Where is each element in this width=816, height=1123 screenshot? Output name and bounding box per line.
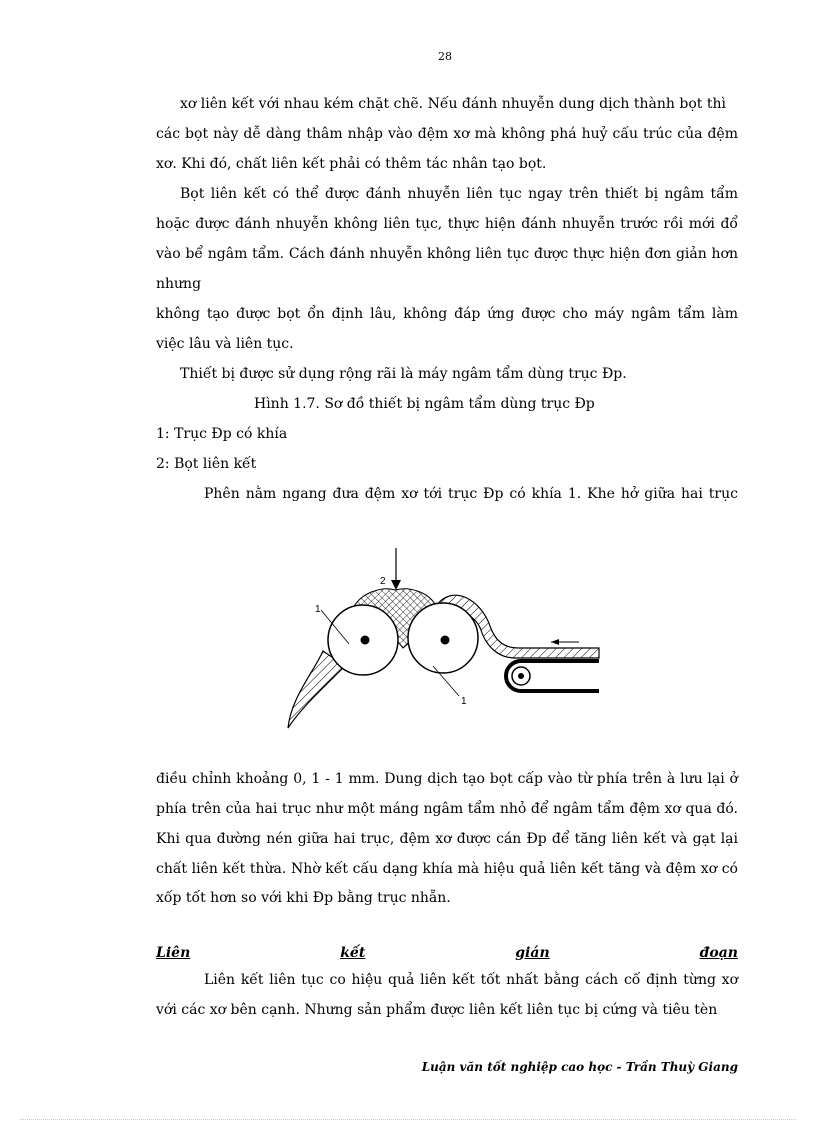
text-line-16: phía trên của hai trục như một máng ngâm tẩm nhỏ để ngâm tẩm đệm xơ qua đó. [156,801,738,817]
text-line-21: với các xơ bên cạnh. Nhưng sản phẩm được liên kết liên tục bị cứng và tiêu tèn [156,1002,718,1018]
legend-item-2: 2: Bọt liên kết [156,456,257,472]
heading-word-1: Liên [156,945,191,961]
figure-label-1-left: 1 [315,604,321,615]
text-line-14: Phên nằm ngang đưa đệm xơ tới trục Ðp có khía 1. Khe hở giữa hai trục [204,486,738,502]
feed-arrow-icon [391,580,401,590]
heading-word-3: gián [515,945,550,961]
figure-label-2: 2 [380,576,386,587]
direction-arrow-icon [551,639,559,645]
page-number: 28 [438,50,452,63]
text-line-4: Bọt liên kết có thể được đánh nhuyễn liên tục ngay trên thiết bị ngâm tẩm [180,186,738,202]
text-line-18: chất liên kết thừa. Nhờ kết cấu dạng khía mà hiệu quả liên kết tăng và đệm xơ có [156,861,738,877]
heading-word-2: kết [340,945,366,961]
page-footer: Luận văn tốt nghiệp cao học - Trần Thuỳ Giang [421,1060,738,1074]
text-line-6: vào bể ngâm tẩm. Cách đánh nhuyễn không liên tục được thực hiện đơn giản hơn [156,246,738,262]
heading-word-4: đoạn [699,945,738,961]
text-line-9: việc lâu và liên tục. [156,336,294,352]
page-bottom-border [20,1119,796,1120]
text-line-7: nhưng [156,276,202,292]
text-line-2: các bọt này dễ dàng thâm nhập vào đệm xơ mà không phá huỷ cấu trúc của đệm [156,126,738,142]
roller-diagram [283,548,603,733]
figure-caption: Hình 1.7. Sơ đồ thiết bị ngâm tẩm dùng trục Ðp [254,396,595,412]
text-line-19: xốp tốt hơn so với khi Ðp bằng trục nhẵn. [156,890,451,906]
section-heading [156,944,738,962]
figure-label-1-right: 1 [461,696,467,707]
text-line-1: xơ liên kết với nhau kém chặt chẽ. Nếu đánh nhuyễn dung dịch thành bọt thì [180,96,726,112]
text-line-8: không tạo được bọt ổn định lâu, không đáp ứng được cho máy ngâm tẩm làm [156,306,738,322]
text-line-5: hoặc được đánh nhuyễn không liên tục, thực hiện đánh nhuyễn trước rồi mới đổ [156,216,738,232]
text-line-10: Thiết bị được sử dụng rộng rãi là máy ngâm tẩm dùng trục Ðp. [180,366,627,382]
text-line-3: xơ. Khi đó, chất liên kết phải có thêm tác nhân tạo bọt. [156,156,547,172]
text-line-17: Khi qua đường nén giữa hai trục, đệm xơ được cán Ðp để tăng liên kết và gạt lại [156,831,738,847]
text-line-20: Liên kết liên tục co hiệu quả liên kết tốt nhất bằng cách cố định từng xơ [204,972,738,988]
text-line-15: điều chỉnh khoảng 0, 1 - 1 mm. Dung dịch tạo bọt cấp vào từ phía trên à lưu lại ở [156,771,738,787]
legend-item-1: 1: Trục Ðp có khía [156,426,288,442]
